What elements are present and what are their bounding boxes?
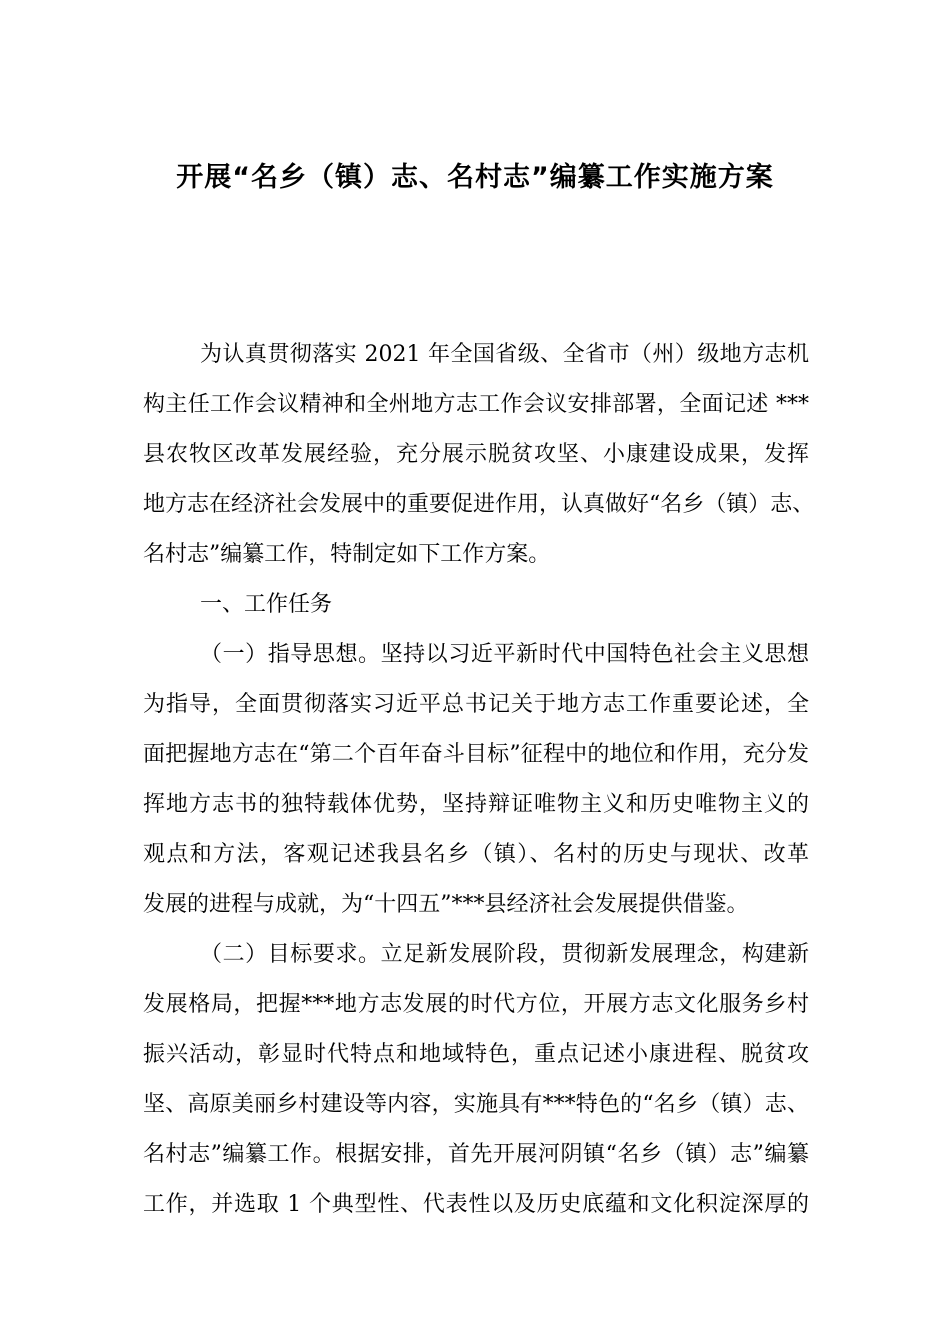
paragraph-objectives — [143, 930, 809, 1230]
text-line: 坚、高原美丽乡村建设等内容，实施具有***特色的“名乡（镇）志、 — [143, 1092, 809, 1117]
document-body — [143, 330, 815, 1230]
text-line: 发展的进程与成就，为“十四五”***县经济社会发展提供借鉴。 — [143, 892, 749, 917]
text-line: 振兴活动，彰显时代特点和地域特色，重点记述小康进程、脱贫攻 — [143, 1042, 809, 1067]
paragraph-intro — [143, 330, 815, 580]
text-line: 为认真贯彻落实 2021 年全国省级、全省市（州）级地方志机 — [200, 342, 809, 367]
text-line: 名村志”编纂工作，特制定如下工作方案。 — [143, 542, 551, 567]
paragraph-guiding-ideology — [143, 630, 809, 930]
document-title: 开展“名乡（镇）志、名村志”编纂工作实施方案 — [176, 162, 774, 193]
heading-line: 一、工作任务 — [200, 592, 333, 617]
text-line: 挥地方志书的独特载体优势，坚持辩证唯物主义和历史唯物主义的 — [143, 792, 809, 817]
text-line: 构主任工作会议精神和全州地方志工作会议安排部署，全面记述 *** — [143, 392, 809, 417]
text-line: 名村志”编纂工作。根据安排，首先开展河阴镇“名乡（镇）志”编纂 — [143, 1142, 809, 1167]
text-line: 县农牧区改革发展经验，充分展示脱贫攻坚、小康建设成果，发挥 — [143, 442, 809, 467]
text-line: （二）目标要求。立足新发展阶段，贯彻新发展理念，构建新 — [200, 942, 809, 967]
text-line: 发展格局，把握***地方志发展的时代方位，开展方志文化服务乡村 — [143, 992, 809, 1017]
text-line: （一）指导思想。坚持以习近平新时代中国特色社会主义思想 — [200, 642, 809, 667]
section-heading — [143, 580, 809, 630]
text-line: 面把握地方志在“第二个百年奋斗目标”征程中的地位和作用，充分发 — [143, 742, 809, 767]
text-line: 观点和方法，客观记述我县名乡（镇）、名村的历史与现状、改革 — [143, 842, 809, 867]
text-line: 工作，并选取 1 个典型性、代表性以及历史底蕴和文化积淀深厚的 — [143, 1192, 809, 1217]
text-line: 为指导，全面贯彻落实习近平总书记关于地方志工作重要论述，全 — [143, 692, 809, 717]
text-line: 地方志在经济社会发展中的重要促进作用，认真做好“名乡（镇）志、 — [143, 492, 815, 517]
